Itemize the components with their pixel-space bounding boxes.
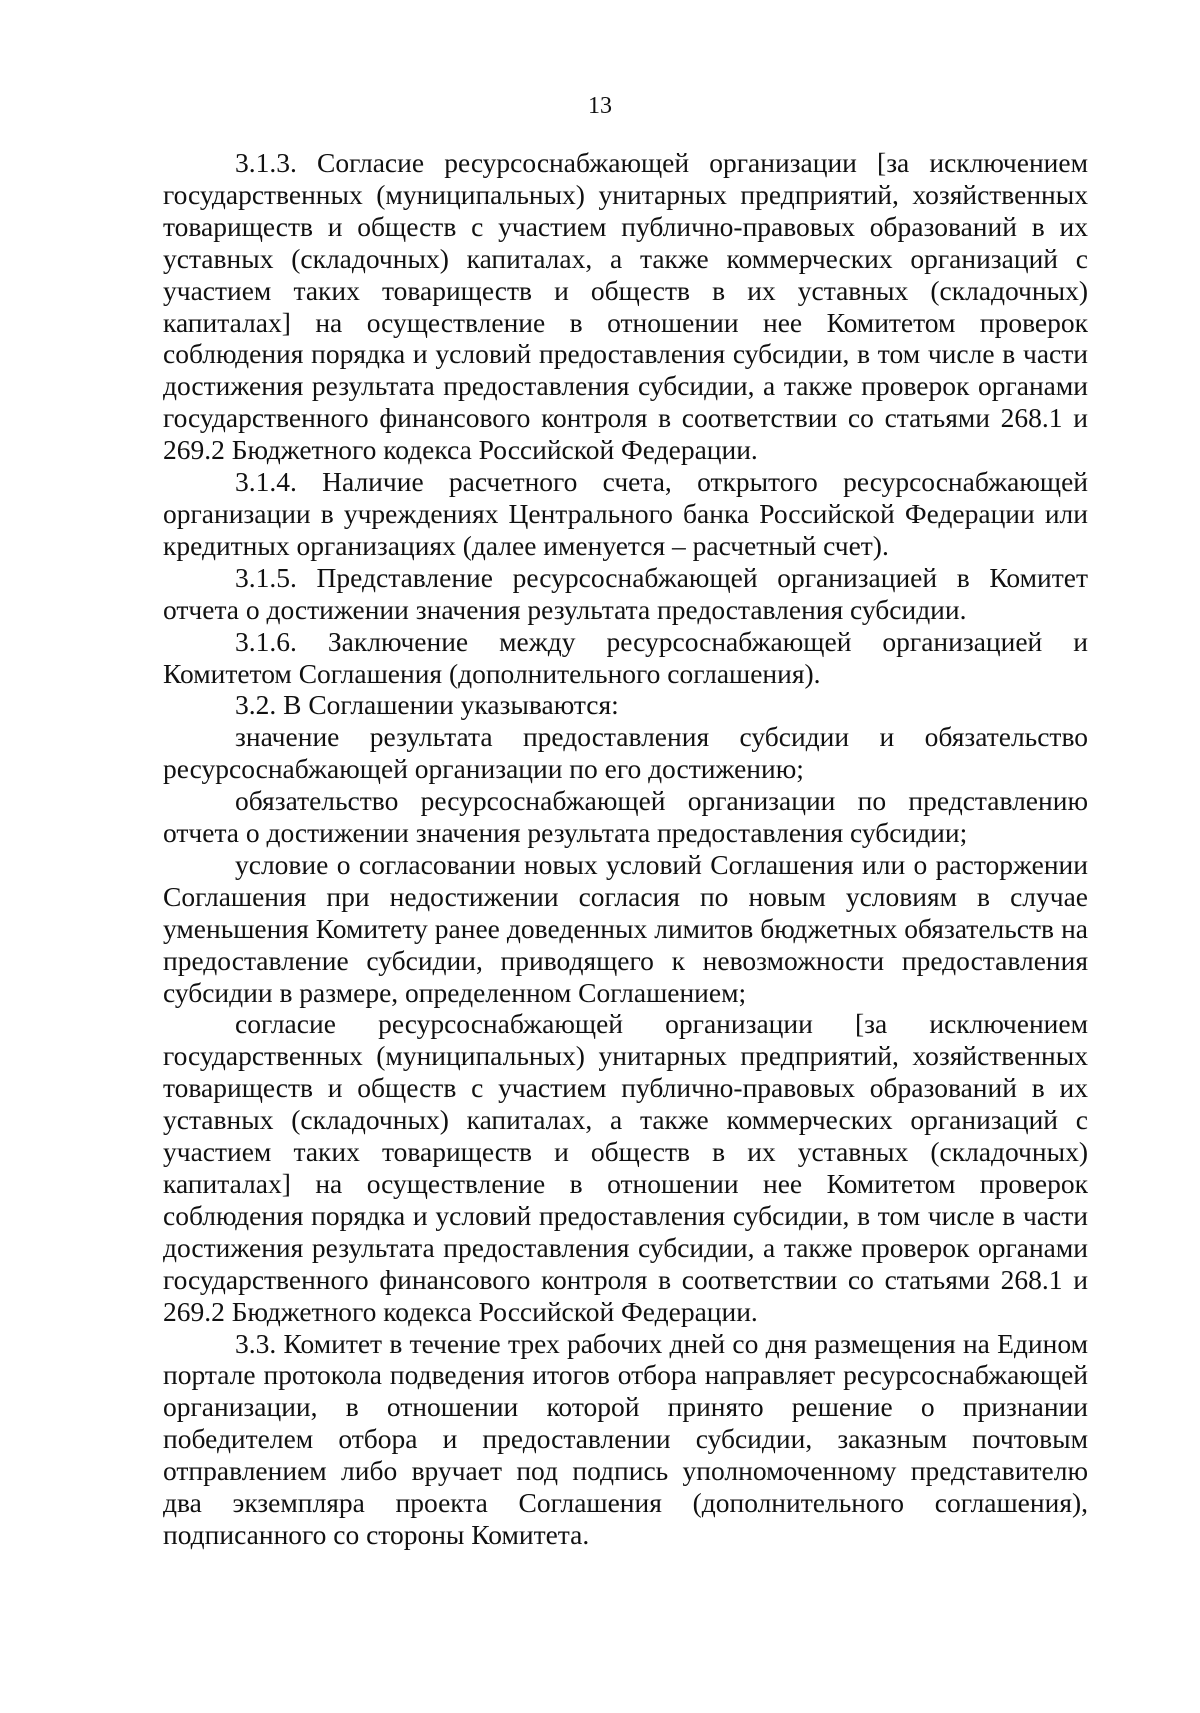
paragraph-3-2-item-report: обязательство ресурсоснабжающей организации по представлению отчета о достижении значения результата предоставления субсидии;	[163, 785, 1088, 849]
paragraph-3-2-item-consent: согласие ресурсоснабжающей организации [за исключением государственных (муниципальных) унитарных предприятий, хозяйственных товариществ и обществ с участием публично-правовых образований в их уставных (складочных) капиталах, а также коммерческих организаций с участием таких товариществ и обществ в их уставных (складочных) капиталах] на осуществление в отношении нее Комитетом проверок соблюдения порядка и условий предоставления субсидии, в том числе в части достижения результата предоставления субсидии, а также проверок органами государственного финансового контроля в соответствии со статьями 268.1 и 269.2 Бюджетного кодекса Российской Федерации.	[163, 1008, 1088, 1327]
page-number: 13	[588, 93, 612, 119]
paragraph-3-1-3: 3.1.3. Согласие ресурсоснабжающей организации [за исключением государственных (муниципальных) унитарных предприятий, хозяйственных товариществ и обществ с участием публично-правовых образований в их уставных (складочных) капиталах, а также коммерческих организаций с участием таких товариществ и обществ в их уставных (складочных) капиталах] на осуществление в отношении нее Комитетом проверок соблюдения порядка и условий предоставления субсидии, в том числе в части достижения результата предоставления субсидии, а также проверок органами государственного финансового контроля в соответствии со статьями 268.1 и 269.2 Бюджетного кодекса Российской Федерации.	[163, 147, 1088, 466]
document-body	[163, 147, 1088, 1551]
paragraph-3-2-item-conditions: условие о согласовании новых условий Соглашения или о расторжении Соглашения при недостижении согласия по новым условиям в случае уменьшения Комитету ранее доведенных лимитов бюджетных обязательств на предоставление субсидии, приводящего к невозможности предоставления субсидии в размере, определенном Соглашением;	[163, 848, 1088, 1008]
paragraph-3-3: 3.3. Комитет в течение трех рабочих дней со дня размещения на Едином портале протокола подведения итогов отбора направляет ресурсоснабжающей организации, в отношении которой принято решение о признании победителем отбора и предоставлении субсидии, заказным почтовым отправлением либо вручает под подпись уполномоченному представителю два экземпляра проекта Соглашения (дополнительного соглашения), подписанного со стороны Комитета.	[163, 1327, 1088, 1550]
paragraph-3-2-item-result: значение результата предоставления субсидии и обязательство ресурсоснабжающей организации по его достижению;	[163, 721, 1088, 785]
paragraph-3-1-6: 3.1.6. Заключение между ресурсоснабжающей организацией и Комитетом Соглашения (дополнительного соглашения).	[163, 625, 1088, 689]
paragraph-3-1-5: 3.1.5. Представление ресурсоснабжающей организацией в Комитет отчета о достижении значения результата предоставления субсидии.	[163, 561, 1088, 625]
paragraph-3-1-4: 3.1.4. Наличие расчетного счета, открытого ресурсоснабжающей организации в учреждениях Центрального банка Российской Федерации или кредитных организациях (далее именуется – расчетный счет).	[163, 466, 1088, 561]
paragraph-3-2: 3.2. В Соглашении указываются:	[235, 689, 619, 721]
